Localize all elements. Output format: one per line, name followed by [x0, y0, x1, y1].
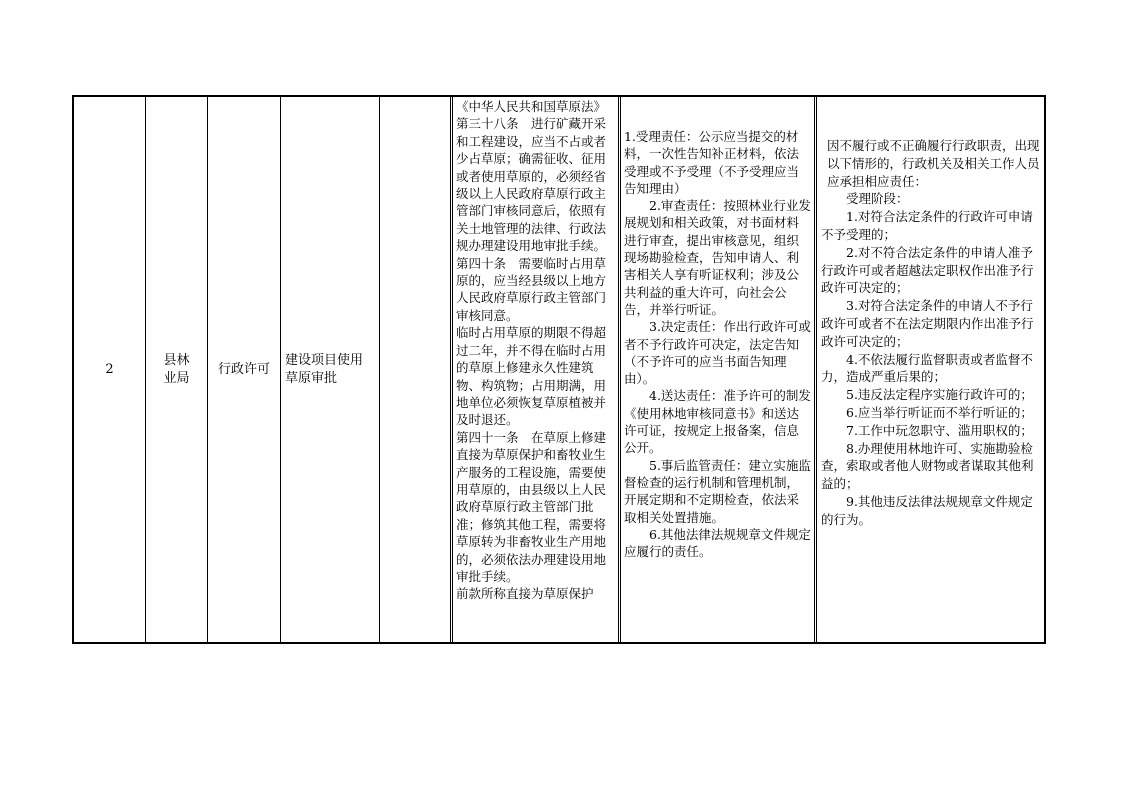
liability-intro: 因不履行或不正确履行行政职责，出现以下情形的，行政机关及相关工作人员应承担相应责任：: [827, 138, 1040, 189]
liability-item: 6.应当举行听证而不举行听证的；: [846, 404, 1033, 420]
liability-item: 2.对不符合法定条件的申请人准予行政许可或者超越法定职权作出准予行政许可决定的；: [821, 244, 1034, 296]
legal-basis-cell: [453, 97, 618, 642]
department-cell: [146, 97, 207, 642]
responsibility-item: 5.事后监管责任：建立实施监督检查的运行机制和管理机制，开展定期和不定期检查，依法采取相关处置措施。: [624, 457, 811, 525]
responsibility-item: 4.送达责任：准予许可的制发《使用林地审核同意书》和送达许可证，按规定上报备案，信息公开。: [624, 388, 811, 456]
responsibility-item: 2.审查责任：按照林业行业发展规划和相关政策，对书面材料进行审查，提出审核意见，组织现场勘验检查，告知申请人、利害相关人享有听证权利；涉及公共利益的重大许可，向社会公告，并举行听证。: [624, 198, 811, 317]
liability-cell: [817, 97, 1046, 642]
legal-basis-paragraph: 《中华人民共和国草原法》第三十八条 进行矿藏开采和工程建设，应当不占或者少占草原；确需征收、征用或者使用草原的，必须经省级以上人民政府草原行政主管部门审核同意后，依照有关土地管理的法律、行政法规办理建设用地审批手续。: [456, 99, 607, 254]
responsibility-item: 1.受理责任：公示应当提交的材料，一次性告知补正材料，依法受理或不予受理（不予受理应当告知理由）: [624, 129, 800, 196]
sub-item-cell: [380, 97, 450, 642]
liability-item: 8.办理使用林地许可、实施勘验检查，索取或者他人财物或者谋取其他利益的；: [821, 440, 1034, 492]
responsibility-item: 6.其他法律法规规章文件规定应履行的责任。: [624, 526, 811, 560]
responsibilities-cell: [621, 97, 814, 642]
row-number: 2: [105, 361, 114, 377]
legal-basis-paragraph: 第四十一条 在草原上修建直接为草原保护和畜牧业生产服务的工程设施，需要使用草原的，由县级以上人民政府草原行政主管部门批准；修筑其他工程，需要将草原转为非畜牧业生产用地的，必须依法办理建设用地审批手续。: [456, 429, 607, 584]
row-number-cell: [74, 97, 145, 642]
item-name-cell: [281, 97, 379, 642]
department-name: 县林业局: [163, 352, 190, 386]
item-name: 建设项目使用草原审批: [285, 352, 364, 386]
category-cell: [208, 97, 280, 642]
liability-item: 3.对符合法定条件的申请人不予行政许可或者不在法定期限内作出准予行政许可决定的；: [821, 298, 1034, 349]
legal-basis-paragraph: 第四十条 需要临时占用草原的，应当经县级以上地方人民政府草原行政主管部门审核同意。: [456, 255, 607, 323]
liability-item: 1.对符合法定条件的行政许可申请不予受理的；: [821, 209, 1033, 242]
liability-stage: 受理阶段：: [846, 191, 909, 207]
liability-item: 4.不依法履行监督职责或者监督不力，造成严重后果的；: [821, 351, 1033, 385]
liability-item: 9.其他违反法律法规规章文件规定的行为。: [821, 493, 1033, 527]
legal-basis-paragraph: 临时占用草原的期限不得超过二年，并不得在临时占用的草原上修建永久性建筑物、构筑物；占用期满，用地单位必须恢复草原植被并及时退还。: [456, 325, 607, 428]
liability-item: 7.工作中玩忽职守、滥用职权的；: [846, 422, 1033, 438]
permit-table-row: [72, 95, 1046, 644]
responsibility-item: 3.决定责任：作出行政许可或者不予行政许可决定，法定告知（不予许可的应当书面告知理由）。: [624, 319, 811, 387]
permit-category: 行政许可: [217, 361, 270, 377]
legal-basis-paragraph: 前款所称直接为草原保护: [456, 586, 594, 602]
liability-item: 5.违反法定程序实施行政许可的；: [846, 387, 1033, 403]
